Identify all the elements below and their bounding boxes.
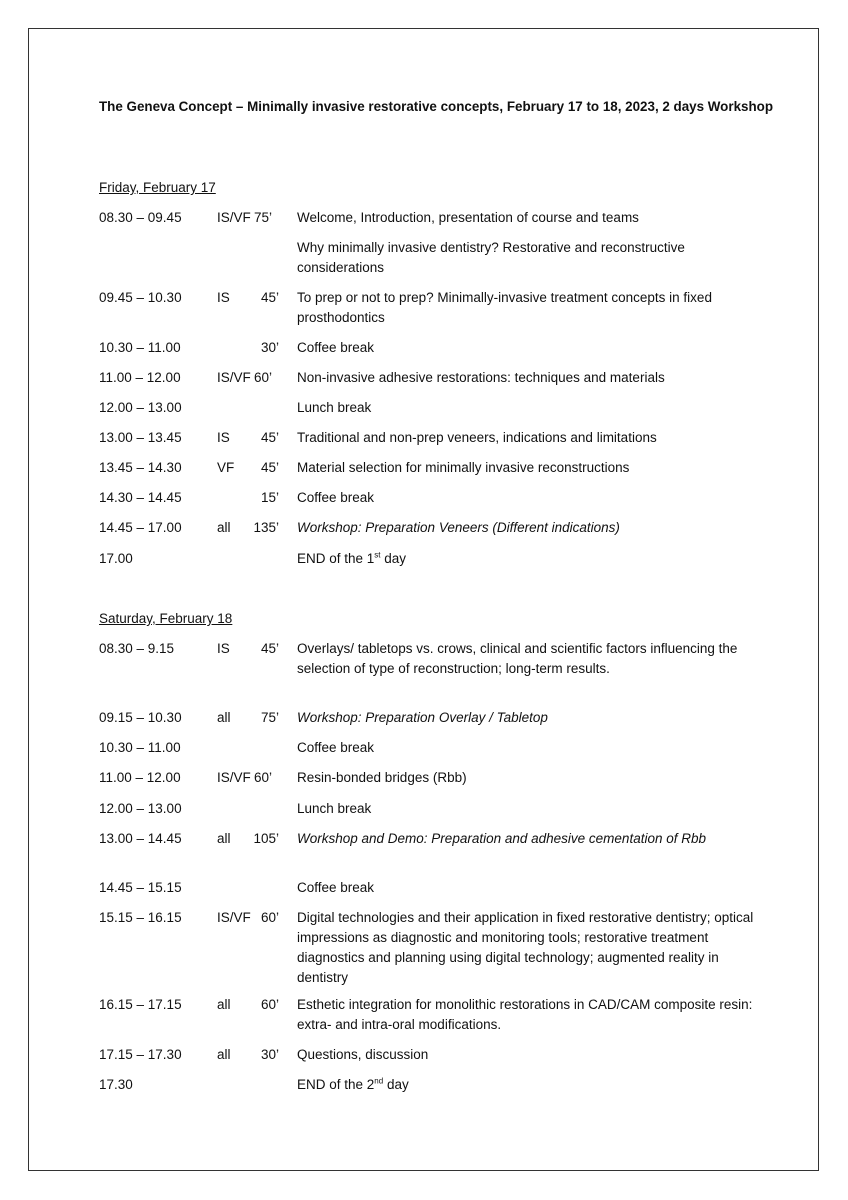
row-description: Why minimally invasive dentistry? Restorative and reconstructive considerations xyxy=(297,240,685,275)
day-heading-friday: Friday, February 17 xyxy=(99,180,216,195)
row-time: 13.00 – 14.45 xyxy=(99,831,182,846)
row-speaker: IS/VF xyxy=(217,910,251,925)
row-duration: 75’ xyxy=(260,710,279,725)
row-description: Material selection for minimally invasive reconstructions xyxy=(297,460,630,475)
row-speaker: VF xyxy=(217,460,235,475)
row-time: 17.00 xyxy=(99,551,133,566)
row-duration: 135’ xyxy=(253,520,279,535)
day-heading-saturday: Saturday, February 18 xyxy=(99,611,233,626)
row-description-tail: day xyxy=(383,1077,409,1092)
row-time: 17.15 – 17.30 xyxy=(99,1047,182,1062)
row-time: 13.45 – 14.30 xyxy=(99,460,182,475)
row-speaker: all xyxy=(217,1047,231,1062)
row-time: 15.15 – 16.15 xyxy=(99,910,182,925)
row-description: Welcome, Introduction, presentation of course and teams xyxy=(297,210,639,225)
row-description: Coffee break xyxy=(297,880,375,895)
row-duration: 45’ xyxy=(260,430,279,445)
row-description: Questions, discussion xyxy=(297,1047,429,1062)
row-time: 09.15 – 10.30 xyxy=(99,710,182,725)
row-time: 08.30 – 9.15 xyxy=(99,641,175,656)
row-description: Overlays/ tabletops vs. crows, clinical and scientific factors influencing the selection of type of reconstruction; long-term results. xyxy=(297,641,738,676)
row-time: 16.15 – 17.15 xyxy=(99,997,182,1012)
row-duration: 30’ xyxy=(260,1047,279,1062)
row-description: Workshop: Preparation Veneers (Different indications) xyxy=(297,520,620,535)
row-duration: 105’ xyxy=(253,831,279,846)
row-time: 08.30 – 09.45 xyxy=(99,210,182,225)
row-speaker: all xyxy=(217,997,231,1012)
row-description xyxy=(297,1075,757,1095)
row-time: 09.45 – 10.30 xyxy=(99,290,182,305)
row-description: Workshop and Demo: Preparation and adhesive cementation of Rbb xyxy=(297,831,706,846)
row-description xyxy=(297,549,757,569)
row-time: 13.00 – 13.45 xyxy=(99,430,182,445)
row-speaker: all xyxy=(217,520,231,535)
row-speaker: IS xyxy=(217,641,230,656)
row-duration: 60’ xyxy=(253,770,272,785)
row-duration: 60’ xyxy=(260,997,279,1012)
row-description: Coffee break xyxy=(297,490,375,505)
ordinal-suffix: st xyxy=(374,550,381,560)
row-speaker: IS/VF xyxy=(217,370,251,385)
row-description-text: END of the 2 xyxy=(297,1077,375,1092)
row-duration: 45’ xyxy=(260,460,279,475)
row-speaker: IS xyxy=(217,430,230,445)
row-description: Workshop: Preparation Overlay / Tabletop xyxy=(297,710,548,725)
row-description: Digital technologies and their application in fixed restorative dentistry; optical impressions as diagnostic and monitoring tools; restorative treatment diagnostics and planning using digital technology; augmented reality in dentistry xyxy=(297,910,754,985)
row-description: Lunch break xyxy=(297,801,372,816)
document-title: The Geneva Concept – Minimally invasive restorative concepts, February 17 to 18, 2023, 2 days Workshop xyxy=(99,99,774,114)
row-duration: 45’ xyxy=(260,641,279,656)
row-time: 14.30 – 14.45 xyxy=(99,490,182,505)
row-duration: 60’ xyxy=(253,370,272,385)
row-time: 10.30 – 11.00 xyxy=(99,340,181,355)
row-description: Coffee break xyxy=(297,340,375,355)
row-time: 12.00 – 13.00 xyxy=(99,400,182,415)
row-speaker: all xyxy=(217,710,231,725)
row-duration: 60’ xyxy=(260,910,279,925)
row-time: 14.45 – 15.15 xyxy=(99,880,182,895)
row-time: 10.30 – 11.00 xyxy=(99,740,181,755)
row-time: 14.45 – 17.00 xyxy=(99,520,182,535)
row-speaker: IS xyxy=(217,290,230,305)
row-time: 11.00 – 12.00 xyxy=(99,770,181,785)
row-speaker: IS/VF xyxy=(217,210,251,225)
ordinal-suffix: nd xyxy=(374,1076,384,1086)
row-description-tail: day xyxy=(380,551,407,566)
row-duration: 30’ xyxy=(260,340,279,355)
row-duration: 45’ xyxy=(260,290,279,305)
row-time: 17.30 xyxy=(99,1077,133,1092)
row-description: Non-invasive adhesive restorations: techniques and materials xyxy=(297,370,665,385)
row-time: 12.00 – 13.00 xyxy=(99,801,182,816)
row-description: Lunch break xyxy=(297,400,372,415)
row-description: Resin-bonded bridges (Rbb) xyxy=(297,770,467,785)
row-description: Coffee break xyxy=(297,740,375,755)
row-description: Esthetic integration for monolithic restorations in CAD/CAM composite resin: extra- and intra-oral modifications. xyxy=(297,997,753,1032)
row-description: Traditional and non-prep veneers, indications and limitations xyxy=(297,430,657,445)
row-duration: 75’ xyxy=(253,210,272,225)
row-duration: 15’ xyxy=(260,490,279,505)
row-time: 11.00 – 12.00 xyxy=(99,370,181,385)
row-speaker: IS/VF xyxy=(217,770,251,785)
row-description-text: END of the 1 xyxy=(297,551,375,566)
row-speaker: all xyxy=(217,831,231,846)
row-description: To prep or not to prep? Minimally-invasive treatment concepts in fixed prosthodontics xyxy=(297,290,712,325)
